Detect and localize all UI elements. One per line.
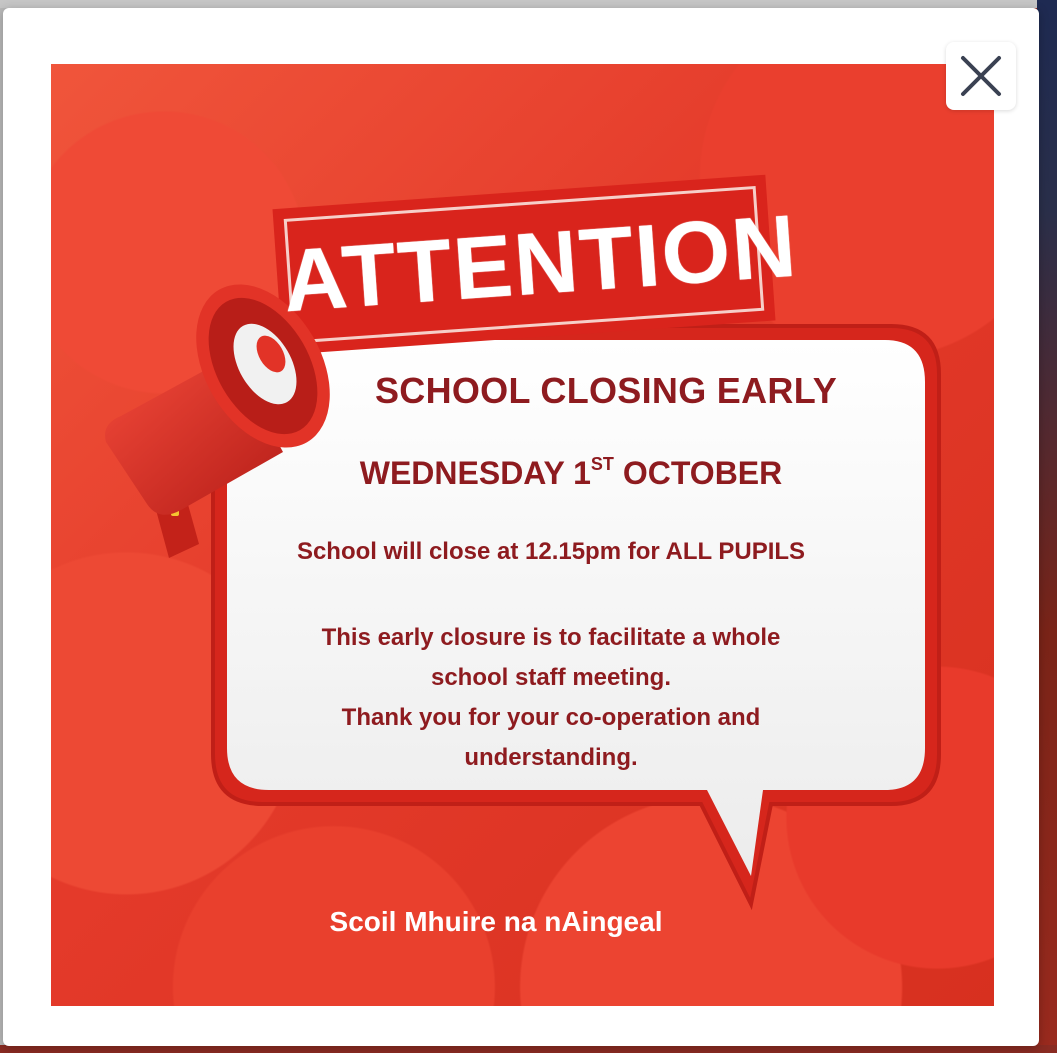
close-button[interactable]	[946, 42, 1016, 110]
announcement-poster-image	[51, 64, 994, 1006]
poster-headline: SCHOOL CLOSING EARLY	[374, 370, 838, 411]
date-ordinal-suffix: ST	[590, 454, 614, 474]
image-lightbox-modal	[3, 8, 1039, 1046]
date-weekday: WEDNESDAY 1	[359, 455, 591, 491]
closing-time-text: School will close at 12.15pm for ALL PUPILS	[296, 538, 806, 565]
backdrop-top-strip	[0, 0, 1057, 8]
school-name: Scoil Mhuire na nAingeal	[329, 906, 663, 937]
close-icon	[959, 54, 1003, 98]
body-line: understanding.	[464, 744, 638, 771]
body-line: Thank you for your co-operation and	[341, 704, 761, 731]
body-line: school staff meeting.	[430, 664, 672, 691]
body-line: This early closure is to facilitate a whole	[321, 624, 781, 651]
backdrop-bottom-strip	[0, 1045, 1057, 1053]
backdrop-right-strip	[1037, 0, 1057, 1053]
poster-date	[261, 454, 881, 492]
date-month: OCTOBER	[622, 455, 783, 491]
attention-stamp-text: ATTENTION	[280, 195, 801, 331]
closure-reason-text	[251, 618, 851, 778]
